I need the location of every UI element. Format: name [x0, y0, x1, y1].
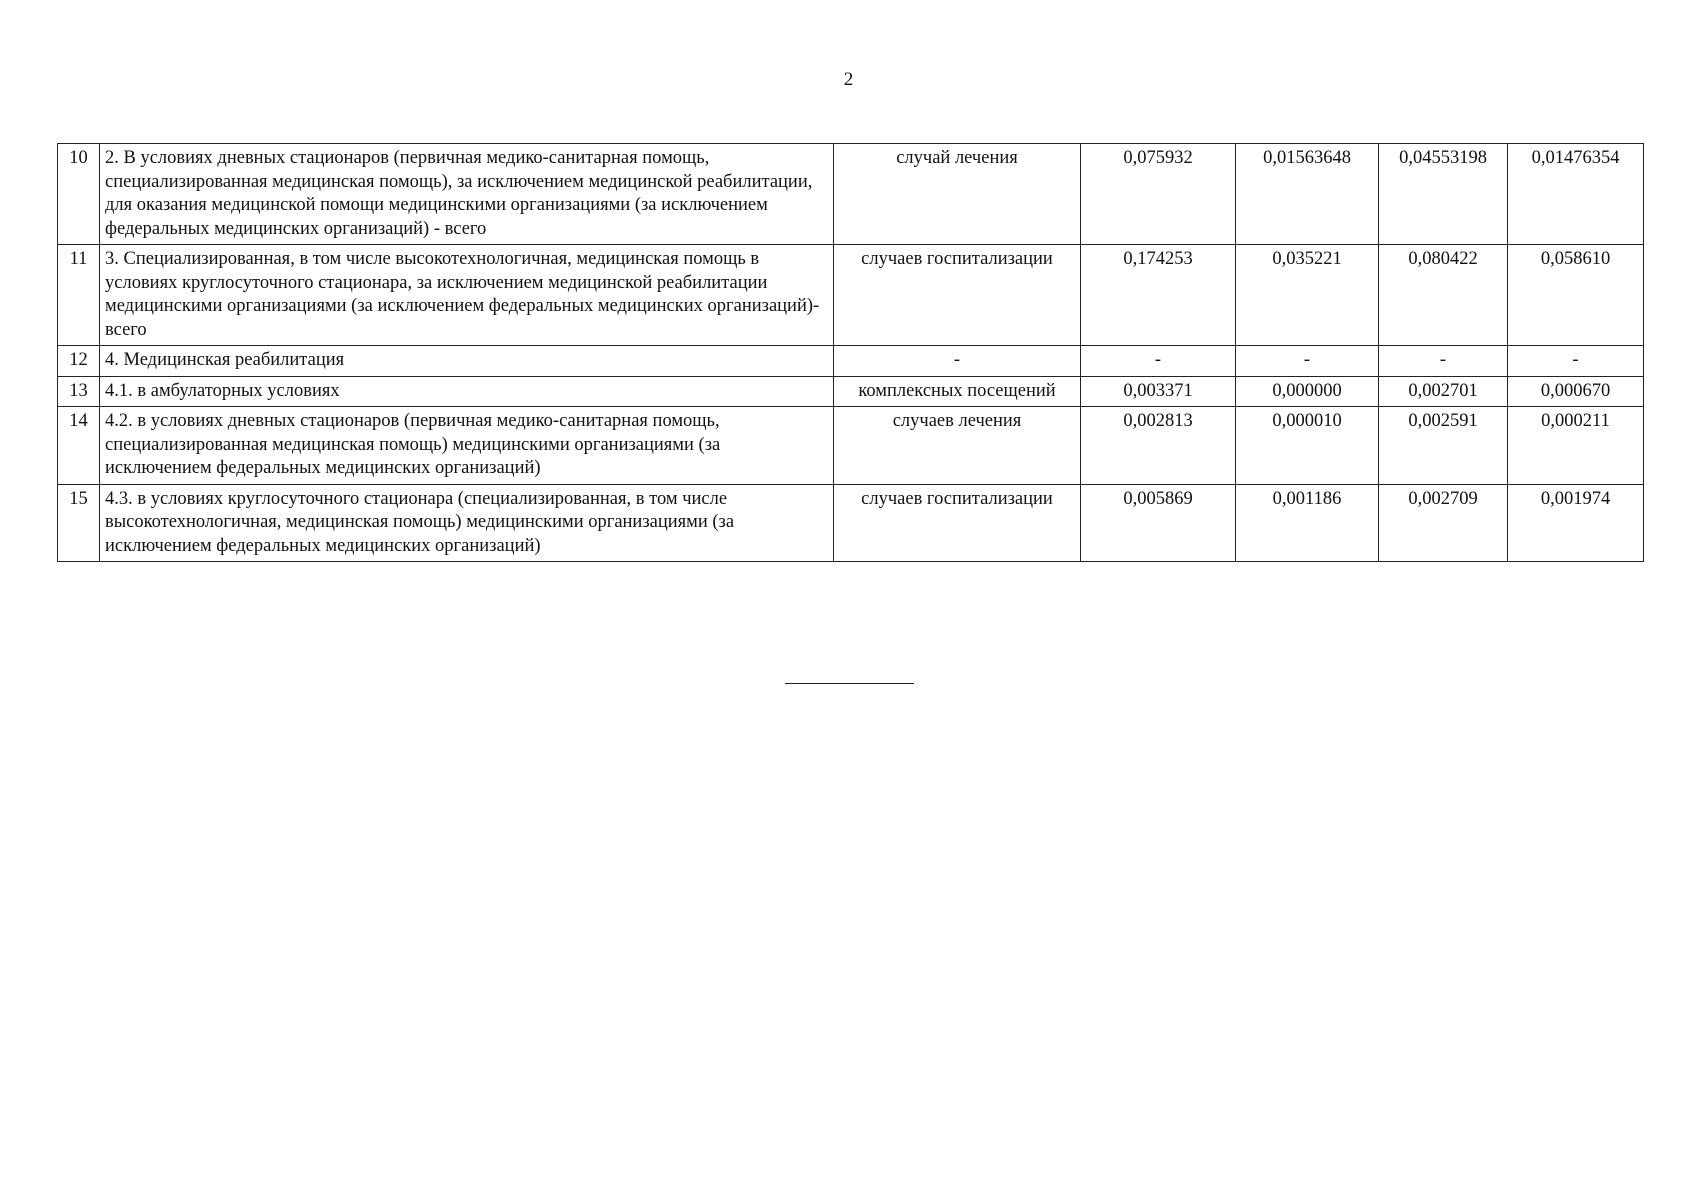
end-separator-line	[785, 683, 914, 684]
row-value-3: 0,002591	[1379, 407, 1508, 485]
row-value-1: 0,174253	[1081, 245, 1236, 346]
row-value-3: 0,04553198	[1379, 144, 1508, 245]
row-value-2: 0,035221	[1236, 245, 1379, 346]
row-value-4: 0,01476354	[1508, 144, 1644, 245]
page-number: 2	[843, 69, 854, 90]
row-value-4: 0,058610	[1508, 245, 1644, 346]
row-number: 12	[58, 346, 100, 377]
row-unit: комплексных посещений	[834, 376, 1081, 407]
row-value-4: 0,000211	[1508, 407, 1644, 485]
row-value-2: 0,000000	[1236, 376, 1379, 407]
row-value-1: 0,003371	[1081, 376, 1236, 407]
row-value-2: -	[1236, 346, 1379, 377]
row-unit: -	[834, 346, 1081, 377]
table-row	[58, 245, 1644, 346]
row-value-1: -	[1081, 346, 1236, 377]
table-row	[58, 407, 1644, 485]
row-name: 2. В условиях дневных стационаров (первичная медико-санитарная помощь, специализированная медицинская помощь), за исключением медицинской реабилитации, для оказания медицинской помощи медицинскими организациями (за исключением федеральных медицинских организаций) - всего	[100, 144, 834, 245]
row-number: 14	[58, 407, 100, 485]
row-value-4: 0,000670	[1508, 376, 1644, 407]
row-name: 3. Специализированная, в том числе высокотехнологичная, медицинская помощь в условиях круглосуточного стационара, за исключением медицинской реабилитации медицинскими организациями (за исключением федеральных медицинских организаций)- всего	[100, 245, 834, 346]
table-row	[58, 346, 1644, 377]
row-value-2: 0,01563648	[1236, 144, 1379, 245]
table-row	[58, 484, 1644, 562]
row-value-4: -	[1508, 346, 1644, 377]
row-number: 11	[58, 245, 100, 346]
row-name: 4.1. в амбулаторных условиях	[100, 376, 834, 407]
row-unit: случай лечения	[834, 144, 1081, 245]
row-name: 4. Медицинская реабилитация	[100, 346, 834, 377]
data-table	[57, 143, 1644, 562]
row-unit: случаев лечения	[834, 407, 1081, 485]
row-value-2: 0,001186	[1236, 484, 1379, 562]
row-number: 13	[58, 376, 100, 407]
row-name: 4.3. в условиях круглосуточного стационара (специализированная, в том числе высокотехнологичная, медицинская помощь) медицинскими организациями (за исключением федеральных медицинских организаций)	[100, 484, 834, 562]
row-unit: случаев госпитализации	[834, 484, 1081, 562]
row-name: 4.2. в условиях дневных стационаров (первичная медико-санитарная помощь, специализированная медицинская помощь) медицинскими организациями (за исключением федеральных медицинских организаций)	[100, 407, 834, 485]
row-number: 10	[58, 144, 100, 245]
row-unit: случаев госпитализации	[834, 245, 1081, 346]
row-value-1: 0,005869	[1081, 484, 1236, 562]
row-value-3: 0,080422	[1379, 245, 1508, 346]
row-value-1: 0,002813	[1081, 407, 1236, 485]
row-value-3: 0,002709	[1379, 484, 1508, 562]
row-value-1: 0,075932	[1081, 144, 1236, 245]
row-value-3: 0,002701	[1379, 376, 1508, 407]
table-row	[58, 376, 1644, 407]
row-value-2: 0,000010	[1236, 407, 1379, 485]
table-row	[58, 144, 1644, 245]
row-number: 15	[58, 484, 100, 562]
row-value-3: -	[1379, 346, 1508, 377]
row-value-4: 0,001974	[1508, 484, 1644, 562]
